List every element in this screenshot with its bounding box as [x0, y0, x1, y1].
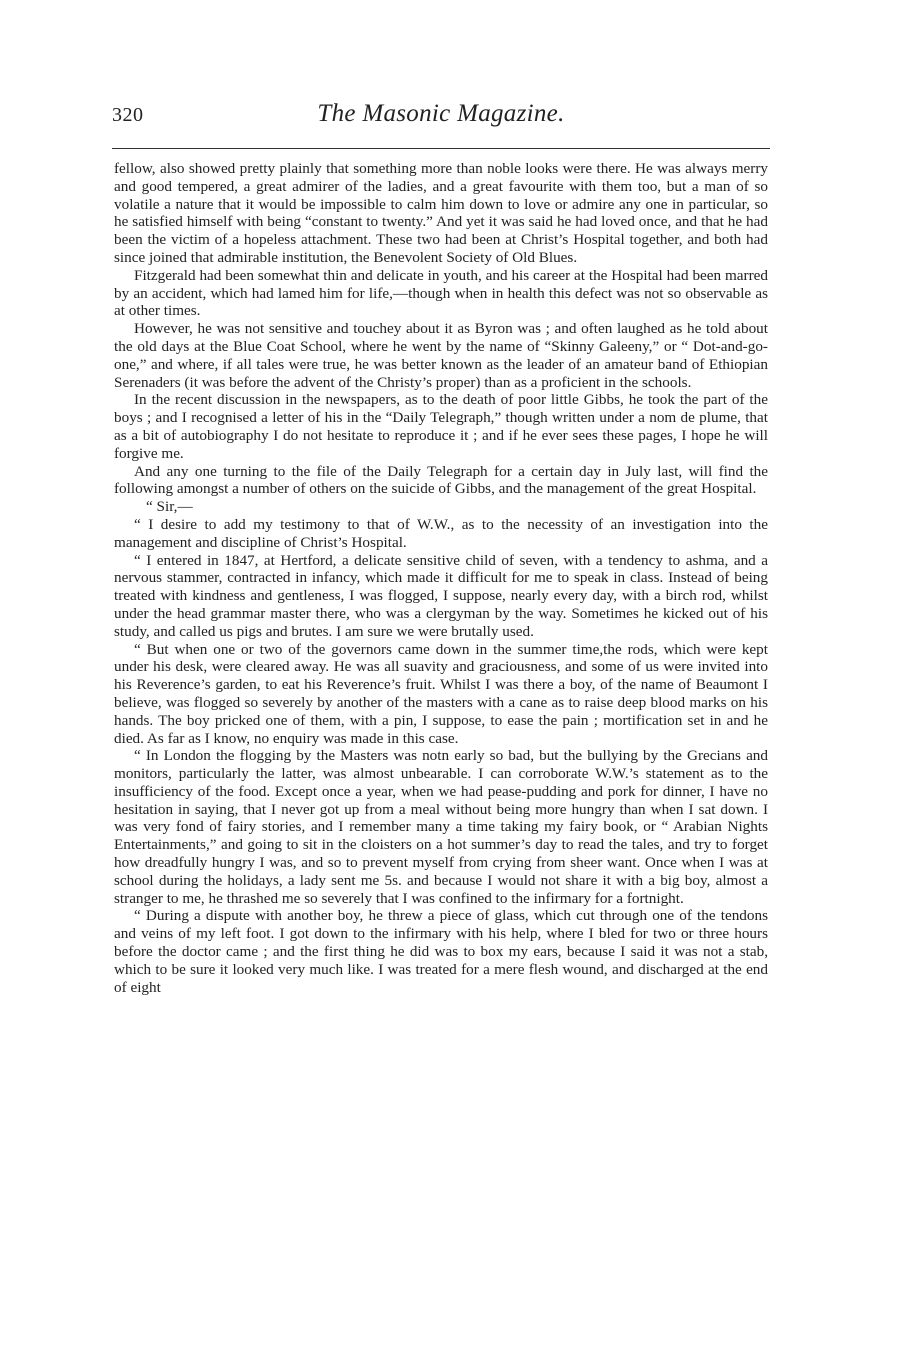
page-number: 320	[112, 104, 144, 126]
paragraph: Fitzgerald had been somewhat thin and delicate in youth, and his career at the Hospital had been marred by an accident, which had lamed him for life,—though when in health this defect was not so observable as at other times.	[114, 266, 768, 320]
running-title: The Masonic Magazine.	[317, 100, 565, 127]
paragraph: And any one turning to the file of the Daily Telegraph for a certain day in July last, will find the following amongst a number of others on the suicide of Gibbs, and the management of the great Hospital.	[114, 462, 768, 498]
header-rule	[112, 148, 770, 149]
paragraph: “ But when one or two of the governors came down in the summer time,the rods, which were kept under his desk, were cleared away. He was all suavity and graciousness, and some of us were invited into his Reverence’s garden, to eat his Reverence’s fruit. Whilst I was there a boy, of the name of Beaumont I believe, was flogged so severely by another of the masters with a cane as to raise deep blood marks on his hands. The boy pricked one of them, with a pin, I suppose, to ease the pain ; mortification set in and he died. As far as I know, no enquiry was made in this case.	[114, 640, 768, 747]
paragraph: “ In London the flogging by the Masters was notn early so bad, but the bullying by the Grecians and monitors, particularly the latter, was almost unbearable. I can corroborate W.W.’s statement as to the insufficiency of the food. Except once a year, when we had pease-pudding and pork for dinner, I have no hesitation in saying, that I never got up from a meal without being more hungry than when I sat down. I was very fond of fairy stories, and I remember many a time taking my fairy book, or “ Arabian Nights Entertainments,” and going to sit in the cloisters on a hot summer’s day to read the tales, and try to forget how dreadfully hungry I was, and so to prevent myself from crying from sheer want. Once when I was at school during the holidays, a lady sent me 5s. and because I would not share it with a big boy, almost a stranger to me, he thrashed me so severely that I was confined to the infirmary for a fortnight.	[114, 747, 768, 907]
paragraph: However, he was not sensitive and touchey about it as Byron was ; and often laughed as he told about the old days at the Blue Coat School, where he went by the name of “Skinny Galeeny,” or “ Dot-and-go-one,” and where, if all tales were true, he was better known as the leader of an amateur band of Ethiopian Serenaders (it was before the advent of the Christy’s proper) than as a proficient in the schools.	[114, 320, 768, 391]
article-body	[114, 160, 768, 996]
letter-salutation: “ Sir,—	[146, 498, 193, 516]
page-header	[112, 100, 770, 136]
paragraph: In the recent discussion in the newspapers, as to the death of poor little Gibbs, he took the part of the boys ; and I recognised a letter of his in the “Daily Telegraph,” though written under a nom de plume, that as a bit of autobiography I do not hesitate to reproduce it ; and if he ever sees these pages, I hope he will forgive me.	[114, 391, 768, 462]
paragraph: “ I desire to add my testimony to that of W.W., as to the necessity of an investigation into the management and discipline of Christ’s Hospital.	[114, 515, 768, 551]
paragraph: “ During a dispute with another boy, he threw a piece of glass, which cut through one of the tendons and veins of my left foot. I got down to the infirmary with his help, where I bled for two or three hours before the doctor came ; and the first thing he did was to box my ears, because I said it was not a stab, which to be sure it looked very much like. I was treated for a mere flesh wound, and discharged at the end of eight	[114, 907, 768, 996]
paragraph: “ I entered in 1847, at Hertford, a delicate sensitive child of seven, with a tendency to ashma, and a nervous stammer, contracted in infancy, which made it difficult for me to speak in class. Instead of being treated with kindness and gentleness, I was flogged, I suppose, nearly every day, with a birch rod, whilst under the head grammar master there, who was a clergyman by the way. Sometimes he kicked out of his study, and called us pigs and brutes. I am sure we were brutally used.	[114, 551, 768, 640]
paragraph: fellow, also showed pretty plainly that something more than noble looks were there. He was always merry and good tempered, a great admirer of the ladies, and a great favourite with them too, but a man of so volatile a nature that it would be impossible to calm him down to love or admire any one in particular, so he satisfied himself with being “constant to twenty.” And yet it was said he had loved once, and that he had been the victim of a hopeless attachment. These two had been at Christ’s Hospital together, and both had since joined that admirable institution, the Benevolent Society of Old Blues.	[114, 160, 768, 266]
